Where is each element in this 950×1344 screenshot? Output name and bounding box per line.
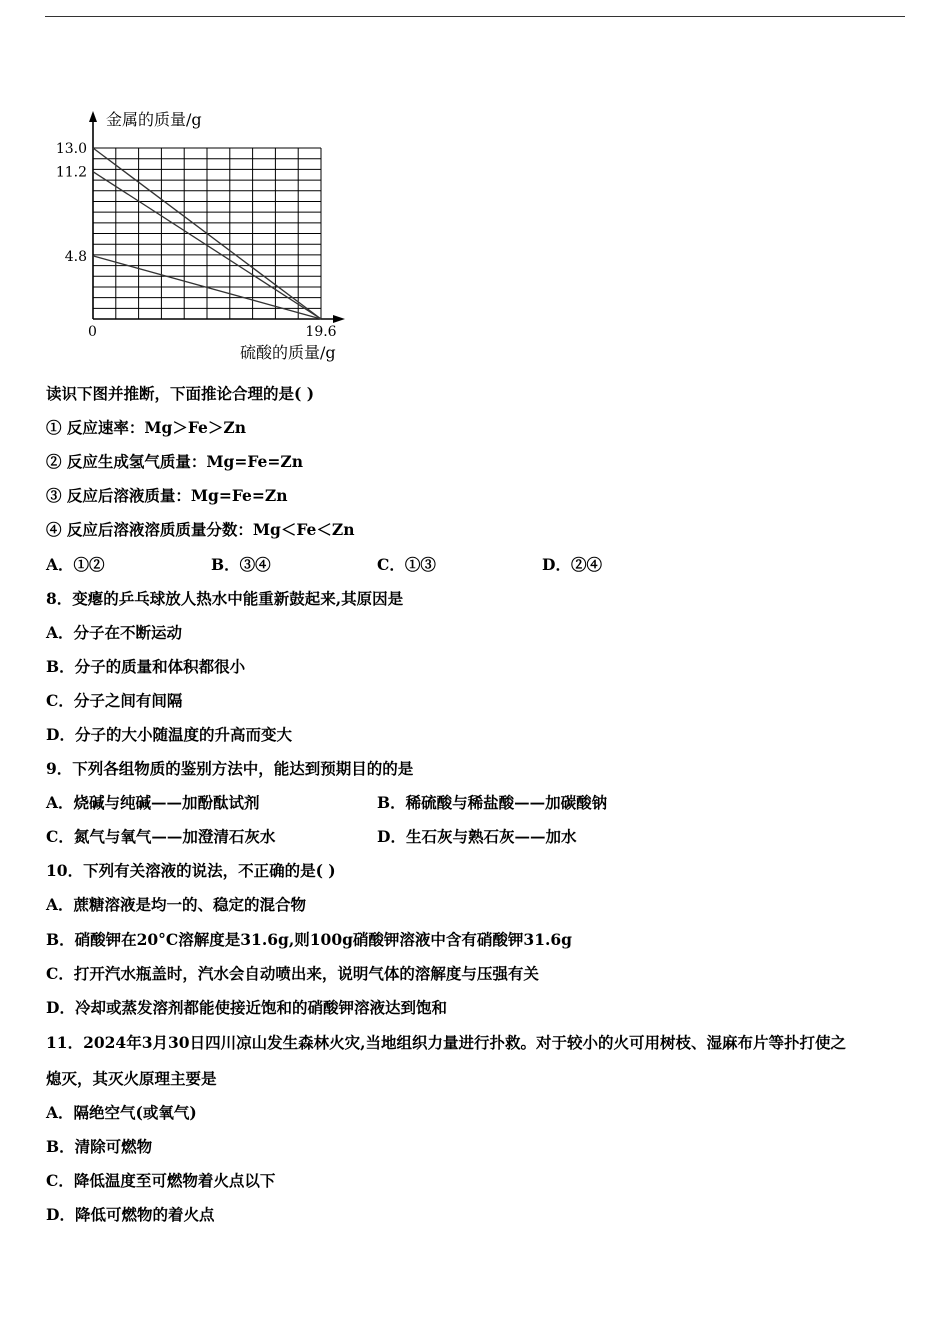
q8-option-c[interactable]: C．分子之间有间隔	[46, 691, 183, 710]
y-axis-label: 金属的质量/g	[106, 110, 202, 129]
q11-option-d[interactable]: D．降低可燃物的着火点	[46, 1205, 215, 1224]
y-tick-label: 4.8	[64, 248, 87, 265]
q10-option-a[interactable]: A．蔗糖溶液是均一的、稳定的混合物	[46, 895, 307, 914]
q11-option-a[interactable]: A．隔绝空气(或氧气)	[46, 1103, 197, 1122]
q10-stem: 10．下列有关溶液的说法，不正确的是( )	[46, 861, 336, 880]
q7-stem: 读识下图并推断，下面推论合理的是( )	[46, 384, 315, 403]
x-tick-label: 19.6	[305, 324, 337, 340]
q11-stem-line2: 熄灭，其灭火原理主要是	[46, 1069, 217, 1088]
q10-option-b[interactable]: B．硝酸钾在20°C溶解度是31.6g,则100g硝酸钾溶液中含有硝酸钾31.6g	[46, 930, 573, 949]
q7-statement-3: ③ 反应后溶液质量：Mg=Fe=Zn	[46, 486, 288, 505]
q7-option-c[interactable]: C．①③	[377, 555, 436, 574]
q11-stem-line1: 11．2024年3月30日四川凉山发生森林火灾,当地组织力量进行扑救。对于较小的火可用树枝、湿麻布片等扑打使之	[46, 1033, 846, 1052]
q10-option-d[interactable]: D．冷却或蒸发溶剂都能使接近饱和的硝酸钾溶液达到饱和	[46, 998, 447, 1017]
x-axis-label: 硫酸的质量/g	[240, 343, 336, 362]
q7-statement-1: ① 反应速率：Mg＞Fe＞Zn	[46, 418, 246, 437]
q9-stem: 9．下列各组物质的鉴别方法中，能达到预期目的的是	[46, 759, 414, 778]
q7-option-d[interactable]: D．②④	[542, 555, 602, 574]
x-axis-arrow	[333, 315, 345, 323]
q7-option-a[interactable]: A．①②	[46, 555, 105, 574]
q8-option-b[interactable]: B．分子的质量和体积都很小	[46, 657, 246, 676]
q11-option-c[interactable]: C．降低温度至可燃物着火点以下	[46, 1171, 276, 1190]
chart-axes	[89, 111, 345, 323]
q11-option-b[interactable]: B．清除可燃物	[46, 1137, 153, 1156]
q9-option-c[interactable]: C．氮气与氧气——加澄清石灰水	[46, 827, 276, 846]
q7-option-b[interactable]: B．③④	[211, 555, 271, 574]
q9-option-d[interactable]: D．生石灰与熟石灰——加水	[377, 827, 577, 846]
q9-option-a[interactable]: A．烧碱与纯碱——加酚酞试剂	[46, 793, 260, 812]
q8-option-d[interactable]: D．分子的大小随温度的升高而变大	[46, 725, 292, 744]
q8-option-a[interactable]: A．分子在不断运动	[46, 623, 183, 642]
y-tick-label: 13.0	[55, 141, 87, 157]
header-rule	[45, 16, 905, 17]
q7-statement-2: ② 反应生成氢气质量：Mg=Fe=Zn	[46, 452, 303, 471]
q8-stem: 8．变瘪的乒乓球放人热水中能重新鼓起来,其原因是	[46, 589, 404, 608]
y-tick-label: 11.2	[55, 164, 87, 181]
q7-statement-4: ④ 反应后溶液溶质质量分数：Mg＜Fe＜Zn	[46, 520, 355, 539]
metal-mass-chart	[50, 100, 360, 370]
y-axis-arrow	[89, 111, 97, 122]
q9-option-b[interactable]: B．稀硫酸与稀盐酸——加碳酸钠	[377, 793, 608, 812]
origin-label: 0	[88, 324, 97, 340]
q10-option-c[interactable]: C．打开汽水瓶盖时，汽水会自动喷出来，说明气体的溶解度与压强有关	[46, 964, 539, 983]
